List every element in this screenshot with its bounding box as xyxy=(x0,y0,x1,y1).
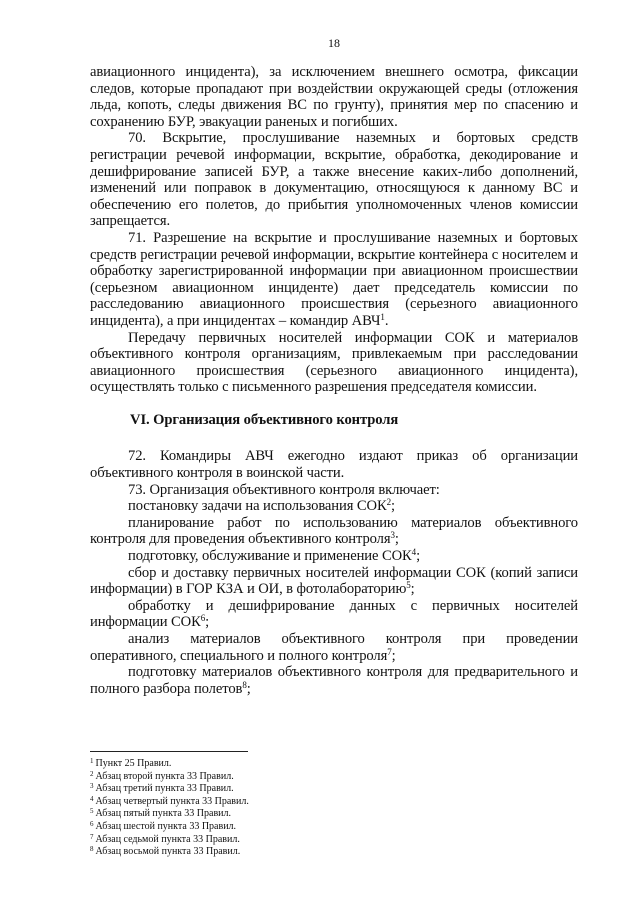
footnote-ref: 5 xyxy=(406,580,411,591)
paragraph-70: 70. Вскрытие, прослушивание наземных и бортовых средств регистрации речевой информации, вскрытие, обработка, декодирование и дешифрирование записей БУР, а также внесение каких-либо дополнений, изменений или поправок в документацию, относящуюся к данному ВС и обеспечению его полетов, до прибытия уполномоченных членов комиссии запрещается. xyxy=(90,130,578,230)
footnote-ref: 6 xyxy=(200,613,206,624)
footnote-ref: 7 xyxy=(387,646,392,657)
paragraph-continuation: авиационного инцидента), за исключением внешнего осмотра, фиксации следов, которые пропадают при воздействии окружающей среды (отложения льда, копоть, следы движения ВС по грунту), принятия мер по спасению и сохранению БУР, эвакуации раненых и погибших. xyxy=(90,64,578,130)
footnote-ref: 4 xyxy=(411,547,417,558)
footnote: $^5$ Абзац пятый пункта 33 Правил. xyxy=(90,807,232,820)
footnote-ref: 1 xyxy=(380,311,385,322)
list-item: анализ материалов объективного контроля при проведении оперативного, специального и полного контроля$^7$; xyxy=(90,631,578,664)
list-item: постановку задачи на использования СОК$^2$; xyxy=(128,497,395,515)
footnote-ref: 8 xyxy=(242,679,247,690)
paragraph-transfer: Передачу первичных носителей информации СОК и материалов объективного контроля организациям, привлекаемым при расследовании авиационного происшествия (серьезного авиационного инцидента), осуществлять только с письменного разрешения председателя комиссии. xyxy=(90,329,578,396)
list-item: сбор и доставку первичных носителей информации СОК (копий записи информации) в ГОР КЗА и ОИ, в фотолабораторию$^5$; xyxy=(90,564,578,598)
paragraph-72: 72. Командиры АВЧ ежегодно издают приказ об организации объективного контроля в воинской части. xyxy=(90,448,578,482)
paragraph-71: 71. Разрешение на вскрытие и прослушивание наземных и бортовых средств регистрации речевой информации, вскрытие контейнера с носителем и обработку зарегистрированной информации при авиационном происшествии (серьезном авиационном инциденте) дает председатель комиссии по расследованию авиационного происшествия (серьезного авиационного инцидента), а при инцидентах – командир АВЧ$^1$. xyxy=(90,229,578,329)
document-body xyxy=(90,64,578,697)
footnote-divider xyxy=(90,751,248,752)
paragraph-73: 73. Организация объективного контроля включает: xyxy=(128,481,440,498)
footnote: $^7$ Абзац седьмой пункта 33 Правил. xyxy=(90,832,240,845)
section-title: VI. Организация объективного контроля xyxy=(130,411,399,428)
footnote: $^2$ Абзац второй пункта 33 Правил. xyxy=(90,769,234,782)
footnote: $^6$ Абзац шестой пункта 33 Правил. xyxy=(90,819,237,832)
footnote: $^4$ Абзац четвертый пункта 33 Правил. xyxy=(90,794,249,807)
footnote-ref: 2 xyxy=(386,497,391,508)
footnotes xyxy=(90,758,578,859)
list-item: подготовку, обслуживание и применение СОК$^4$; xyxy=(128,547,421,565)
footnote-ref: 3 xyxy=(390,530,395,541)
list-item: обработку и дешифрирование данных с первичных носителей информации СОК$^6$; xyxy=(90,597,578,631)
footnote: $^3$ Абзац третий пункта 33 Правил. xyxy=(90,782,234,795)
footnote: $^1$ Пункт 25 Правил. xyxy=(90,757,172,769)
page-number: 18 xyxy=(328,36,340,50)
list-item: подготовку материалов объективного контроля для предварительного и полного разбора полетов$^8$; xyxy=(90,664,578,697)
footnote: $^8$ Абзац восьмой пункта 33 Правил. xyxy=(90,845,241,858)
list-item: планирование работ по использованию материалов объективного контроля для проведения объективного контроля$^3$; xyxy=(90,514,578,548)
